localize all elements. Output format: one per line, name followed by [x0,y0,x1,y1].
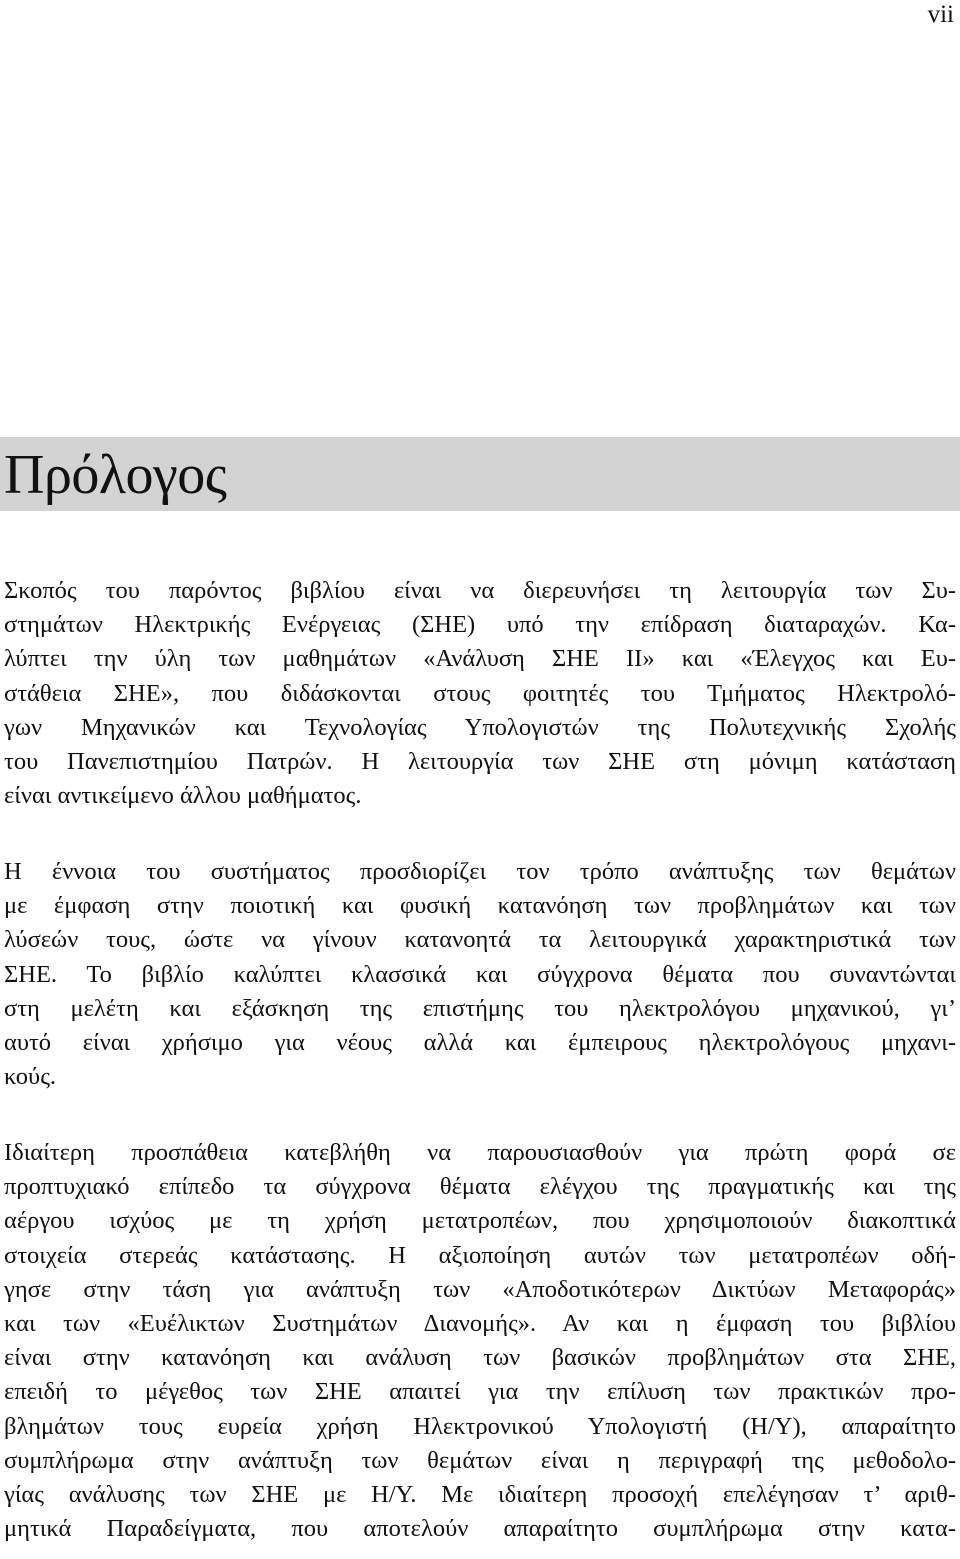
text-line: στοιχεία στερεάς κατάστασης. Η αξιοποίηση αυτών των μετατροπέων οδή- [4,1241,956,1269]
text-line: ΣΗΕ. Το βιβλίο καλύπτει κλασσικά και σύγχρονα θέματα που συναντώνται [4,960,956,988]
page-number: vii [927,1,954,28]
text-line: μητικά Παραδείγματα, που αποτελούν απαραίτητο συμπλήρωμα στην κατα- [4,1515,956,1543]
text-line: λύσεών τους, ώστε να γίνουν κατανοητά τα λειτουργικά χαρακτηριστικά των [4,926,956,954]
text-line: και των «Ευέλικτων Συστημάτων Διανομής». Αν και η έμφαση του βιβλίου [4,1309,956,1337]
text-line: με έμφαση στην ποιοτική και φυσική κατανόηση των προβλημάτων και των [4,892,956,920]
text-line: συμπλήρωμα στην ανάπτυξη των θεμάτων είναι η περιγραφή της μεθοδολο- [4,1446,956,1474]
text-line: επειδή το μέγεθος των ΣΗΕ απαιτεί για την επίλυση των πρακτικών προ- [4,1378,956,1406]
text-line: γων Μηχανικών και Τεχνολογίας Υπολογιστών της Πολυτεχνικής Σχολής [4,713,956,741]
text-line: στη μελέτη και εξάσκηση της επιστήμης του ηλεκτρολόγου μηχανικού, γι’ [4,994,956,1022]
paragraph-2 [4,855,956,1094]
text-line: προπτυχιακό επίπεδο τα σύγχρονα θέματα ελέγχου της πραγματικής και της [4,1173,956,1201]
text-line: στημάτων Ηλεκτρικής Ενέργειας (ΣΗΕ) υπό την επίδραση διαταραχών. Κα- [4,611,956,639]
text-line: βλημάτων τους ευρεία χρήση Ηλεκτρονικού Υπολογιστή (Η/Υ), απαραίτητο [4,1412,956,1440]
paragraph-3 [4,1136,956,1546]
text-line: λύπτει την ύλη των μαθημάτων «Ανάλυση ΣΗΕ ΙΙ» και «Έλεγχος και Ευ- [4,645,956,673]
paragraph-1 [4,574,956,813]
chapter-title: Πρόλογος [4,444,227,506]
text-line: γησε στην τάση για ανάπτυξη των «Αποδοτικότερων Δικτύων Μεταφοράς» [4,1275,956,1303]
text-line: αέργου ισχύος με τη χρήση μετατροπέων, που χρησιμοποιούν διακοπτικά [4,1207,956,1235]
text-line: του Πανεπιστημίου Πατρών. Η λειτουργία των ΣΗΕ στη μόνιμη κατάσταση [4,747,956,775]
text-line: στάθεια ΣΗΕ», που διδάσκονται στους φοιτητές του Τμήματος Ηλεκτρολό- [4,679,956,707]
text-line: γίας ανάλυσης των ΣΗΕ με Η/Υ. Με ιδιαίτερη προσοχή επελέγησαν τ’ αριθ- [4,1480,956,1508]
text-line: είναι στην κατανόηση και ανάλυση των βασικών προβλημάτων στα ΣΗΕ, [4,1344,956,1372]
text-line: Σκοπός του παρόντος βιβλίου είναι να διερευνήσει τη λειτουργία των Συ- [4,577,956,604]
text-line: κούς. [4,1063,57,1091]
text-line: είναι αντικείμενο άλλου μαθήματος. [4,782,362,810]
text-line: αυτό είναι χρήσιμο για νέους αλλά και έμπειρους ηλεκτρολόγους μηχανι- [4,1028,956,1056]
text-line: Ιδιαίτερη προσπάθεια κατεβλήθη να παρουσιασθούν για πρώτη φορά σε [4,1139,956,1166]
text-line: Η έννοια του συστήματος προσδιορίζει τον τρόπο ανάπτυξης των θεμάτων [4,858,956,885]
